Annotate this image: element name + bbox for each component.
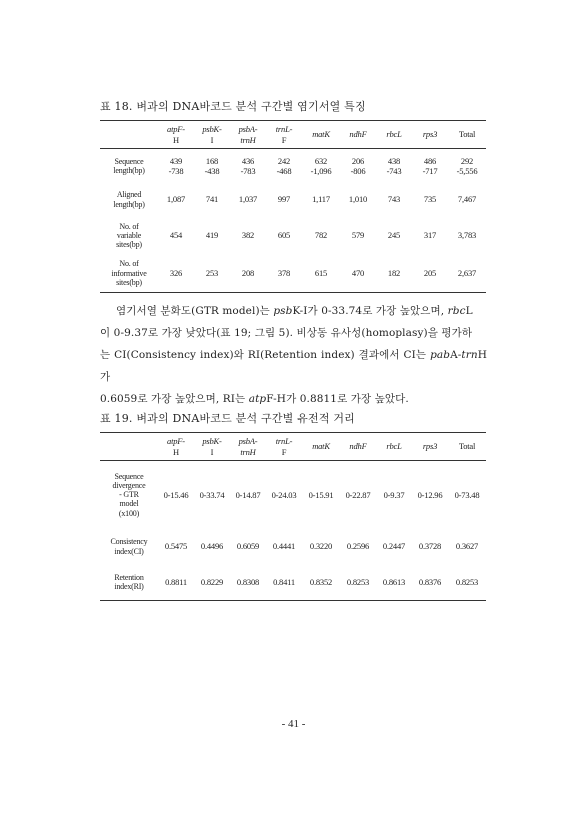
table-cell (158, 149, 194, 183)
cell-value: 0-33.74 (199, 489, 225, 500)
cell-value: 0.8352 (309, 577, 333, 588)
header-matk (302, 121, 340, 149)
table-cell (158, 183, 194, 217)
cell-value: 206 (351, 155, 365, 166)
header-psba-trnh (230, 121, 266, 149)
table-cell (266, 529, 302, 565)
cell-value: 242 (277, 155, 291, 166)
cell-value: 1,037 (238, 194, 258, 205)
table-cell (412, 217, 448, 255)
header-ndhf (340, 433, 376, 461)
cell-value: 253 (205, 268, 219, 279)
cell-value: 0.8411 (273, 577, 295, 588)
table-row (100, 149, 486, 183)
cell-value: 0.2596 (346, 541, 370, 552)
table-cell (302, 565, 340, 601)
cell-value: 0-22.87 (345, 489, 371, 500)
cell-value: 0.8229 (200, 577, 224, 588)
header-psbk-i (194, 433, 230, 461)
cell-value: 997 (277, 194, 291, 205)
cell-value: 470 (351, 268, 365, 279)
header-line-2: I (210, 134, 214, 145)
table-cell (230, 255, 266, 293)
header-line-1: ndhF (349, 441, 367, 452)
row-label-line: length(bp) (113, 199, 145, 209)
table-cell (412, 529, 448, 565)
cell-value: 0.6059 (236, 541, 260, 552)
table-cell (340, 149, 376, 183)
table-cell (230, 529, 266, 565)
header-total (448, 433, 486, 461)
table-cell (340, 461, 376, 529)
cell-value: 615 (314, 268, 328, 279)
header-line-2: trnH (240, 134, 256, 145)
header-line-2: F (281, 446, 287, 457)
cell-value: 439 (169, 155, 183, 166)
cell-value: 741 (205, 194, 219, 205)
header-line-1: Total (458, 441, 476, 452)
table-cell (302, 529, 340, 565)
table-cell (194, 217, 230, 255)
body-paragraph (100, 300, 487, 410)
table-cell (158, 255, 194, 293)
cell-value: 208 (241, 268, 255, 279)
table-row (100, 183, 486, 217)
cell-value: 0-24.03 (271, 489, 297, 500)
header-psbk-i (194, 121, 230, 149)
row-label-line: length(bp) (113, 165, 145, 175)
table-cell (376, 149, 412, 183)
table-row (100, 529, 486, 565)
header-line-1: ndhF (349, 129, 367, 140)
paragraph-line (100, 388, 487, 410)
row-label (100, 149, 158, 183)
row-label-line: No. of (119, 221, 139, 231)
header-cell (100, 121, 158, 149)
table-cell (266, 255, 302, 293)
text-segment: trn (461, 349, 478, 361)
cell-value: 7,467 (457, 194, 477, 205)
table-cell (230, 565, 266, 601)
cell-value: 2,637 (457, 268, 477, 279)
header-line-1: psbA- (238, 124, 258, 135)
table-cell (266, 183, 302, 217)
cell-value: 438 (387, 155, 401, 166)
table-cell (302, 461, 340, 529)
cell-value: 245 (387, 230, 401, 241)
text-segment: 0.6059로 가장 높았으며, RI는 (100, 393, 249, 405)
table-cell (194, 529, 230, 565)
table-cell (412, 565, 448, 601)
cell-value: 0.8811 (165, 577, 187, 588)
header-line-1: trnL- (275, 436, 293, 447)
table-cell (376, 255, 412, 293)
header-atpf-h (158, 121, 194, 149)
cell-value: 0.8376 (418, 577, 442, 588)
table-cell (376, 461, 412, 529)
row-label (100, 183, 158, 217)
table-18-caption: 표 18. 벼과의 DNA바코드 분석 구간별 염기서열 특징 (100, 100, 366, 113)
text-segment: 이 0-9.37로 가장 낮았다(표 19; 그림 5). 비상동 유사성(homoplasy)을 평가하 (100, 327, 473, 339)
row-label (100, 217, 158, 255)
row-label (100, 529, 158, 565)
table-cell (230, 461, 266, 529)
table-cell (376, 217, 412, 255)
row-label-line: - GTR (119, 490, 139, 500)
table-cell (376, 565, 412, 601)
header-total (448, 121, 486, 149)
cell-value: 205 (423, 268, 437, 279)
row-label-line: variable (116, 230, 142, 240)
table-18-header-row (100, 121, 486, 149)
cell-value: 0.5475 (164, 541, 188, 552)
cell-value: 782 (314, 230, 328, 241)
row-label (100, 565, 158, 601)
paragraph-line (100, 322, 487, 344)
row-label-line: index(RI) (114, 582, 144, 592)
header-ndhf (340, 121, 376, 149)
row-label-line: sites(bp) (116, 277, 142, 287)
row-label-line: divergence (112, 480, 146, 490)
cell-value: 317 (423, 230, 437, 241)
table-cell (448, 529, 486, 565)
row-label-line: index(CI) (114, 546, 144, 556)
table-cell (266, 217, 302, 255)
cell-value: 486 (423, 155, 437, 166)
table-cell (194, 255, 230, 293)
header-line-2: trnH (240, 446, 256, 457)
header-line-1: psbK- (202, 436, 222, 447)
page-number: - 41 - (281, 718, 306, 730)
table-cell (302, 217, 340, 255)
table-19-header-row (100, 433, 486, 461)
header-line-2: H (173, 446, 179, 457)
header-cell (100, 433, 158, 461)
row-label-line: Consistency (110, 537, 148, 547)
header-atpf-h (158, 433, 194, 461)
table-cell (340, 217, 376, 255)
row-label-line: (x100) (118, 508, 140, 518)
cell-value: 0-9.37 (383, 489, 405, 500)
table-cell (340, 529, 376, 565)
text-segment: A- (450, 349, 462, 361)
table-cell (194, 461, 230, 529)
row-label-line: Sequence (114, 156, 144, 166)
cell-value: 326 (169, 268, 183, 279)
cell-value: 0.8253 (455, 577, 479, 588)
cell-value: -717 (422, 165, 438, 176)
table-cell (230, 217, 266, 255)
cell-value: 382 (241, 230, 255, 241)
table-row (100, 461, 486, 529)
header-line-1: rps3 (422, 441, 438, 452)
cell-value: 3,783 (457, 230, 477, 241)
cell-value: 0.3220 (309, 541, 333, 552)
table-cell (302, 255, 340, 293)
table-19-caption: 표 19. 벼과의 DNA바코드 분석 구간별 유전적 거리 (100, 412, 355, 425)
text-segment: K-I가 0-33.74로 가장 높았으며, (292, 305, 448, 317)
cell-value: -783 (240, 165, 256, 176)
cell-value: 0.3627 (455, 541, 479, 552)
cell-value: 182 (387, 268, 401, 279)
text-segment: 는 CI(Consistency index)와 RI(Retention index) 결과에서 CI는 (100, 349, 431, 361)
cell-value: 0.4441 (272, 541, 296, 552)
cell-value: 1,010 (348, 194, 368, 205)
header-line-1: psbK- (202, 124, 222, 135)
cell-value: 0.8613 (382, 577, 406, 588)
table-cell (340, 183, 376, 217)
row-label-line: Aligned (116, 190, 142, 200)
header-line-1: atpF- (167, 436, 185, 447)
table-cell (448, 255, 486, 293)
table-cell (302, 149, 340, 183)
row-label-line: sites(bp) (116, 240, 142, 250)
header-psba-trnh (230, 433, 266, 461)
cell-value: -738 (168, 165, 184, 176)
cell-value: 605 (277, 230, 291, 241)
header-matk (302, 433, 340, 461)
header-line-2: F (281, 134, 287, 145)
cell-value: 0.4496 (200, 541, 224, 552)
table-cell (412, 461, 448, 529)
text-segment: 염기서열 분화도(GTR model)는 (116, 305, 274, 317)
text-segment: pab (430, 349, 451, 361)
cell-value: 454 (169, 230, 183, 241)
cell-value: 168 (205, 155, 219, 166)
header-line-1: matK (312, 441, 330, 452)
table-cell (448, 461, 486, 529)
cell-value: 0.8253 (346, 577, 370, 588)
header-line-1: matK (312, 129, 330, 140)
paragraph-line (100, 344, 487, 388)
cell-value: 0.8308 (236, 577, 260, 588)
cell-value: 0-12.96 (417, 489, 443, 500)
cell-value: -1,096 (310, 165, 332, 176)
table-cell (194, 149, 230, 183)
table-row (100, 255, 486, 293)
header-line-1: atpF- (167, 124, 185, 135)
row-label-line: Sequence (114, 471, 144, 481)
header-line-1: rps3 (422, 129, 438, 140)
table-cell (448, 565, 486, 601)
row-label-line: Retention (114, 573, 144, 583)
cell-value: 436 (241, 155, 255, 166)
cell-value: -468 (276, 165, 292, 176)
text-segment: rbc (447, 305, 466, 317)
text-segment: H가 (100, 349, 487, 383)
header-line-1: rbcL (386, 441, 402, 452)
table-cell (194, 183, 230, 217)
table-cell (340, 565, 376, 601)
table-cell (448, 217, 486, 255)
table-18 (100, 120, 486, 293)
cell-value: 292 (460, 155, 474, 166)
cell-value: -743 (386, 165, 402, 176)
cell-value: 1,117 (312, 194, 330, 205)
header-trnl-f (266, 121, 302, 149)
table-cell (412, 149, 448, 183)
cell-value: 419 (205, 230, 219, 241)
table-cell (158, 529, 194, 565)
table-cell (448, 149, 486, 183)
cell-value: 0.3728 (418, 541, 442, 552)
table-row (100, 565, 486, 601)
text-segment: F-H가 0.8811로 가장 높았다. (266, 393, 409, 405)
header-trnl-f (266, 433, 302, 461)
table-cell (230, 149, 266, 183)
header-line-2: I (210, 446, 214, 457)
cell-value: 579 (351, 230, 365, 241)
header-line-1: psbA- (238, 436, 258, 447)
table-cell (448, 183, 486, 217)
table-cell (412, 255, 448, 293)
cell-value: 735 (423, 194, 437, 205)
table-cell (158, 217, 194, 255)
cell-value: -438 (204, 165, 220, 176)
header-line-1: trnL- (275, 124, 293, 135)
table-19 (100, 432, 486, 601)
cell-value: 632 (314, 155, 328, 166)
cell-value: 378 (277, 268, 291, 279)
header-rbcl (376, 433, 412, 461)
table-cell (158, 461, 194, 529)
cell-value: 743 (387, 194, 401, 205)
table-cell (266, 461, 302, 529)
cell-value: -5,556 (456, 165, 478, 176)
table-cell (302, 183, 340, 217)
row-label-line: informative (111, 268, 147, 278)
header-rps3 (412, 433, 448, 461)
cell-value: 0-73.48 (454, 489, 480, 500)
header-line-1: Total (458, 129, 476, 140)
header-rbcl (376, 121, 412, 149)
table-cell (376, 529, 412, 565)
cell-value: 1,087 (166, 194, 186, 205)
row-label-line: No. of (119, 259, 139, 269)
cell-value: -806 (350, 165, 366, 176)
table-cell (230, 183, 266, 217)
text-segment: atp (248, 393, 267, 405)
table-cell (194, 565, 230, 601)
row-label (100, 255, 158, 293)
table-cell (266, 149, 302, 183)
paragraph-line (100, 300, 487, 322)
cell-value: 0-15.91 (308, 489, 334, 500)
table-cell (412, 183, 448, 217)
table-cell (340, 255, 376, 293)
row-label (100, 461, 158, 529)
text-segment: L (465, 305, 473, 317)
table-row (100, 217, 486, 255)
cell-value: 0-14.87 (235, 489, 261, 500)
header-line-2: H (173, 134, 179, 145)
header-line-1: rbcL (386, 129, 402, 140)
row-label-line: model (119, 499, 139, 509)
cell-value: 0.2447 (382, 541, 406, 552)
header-rps3 (412, 121, 448, 149)
table-cell (158, 565, 194, 601)
table-cell (376, 183, 412, 217)
cell-value: 0-15.46 (163, 489, 189, 500)
table-cell (266, 565, 302, 601)
text-segment: psb (273, 305, 293, 317)
